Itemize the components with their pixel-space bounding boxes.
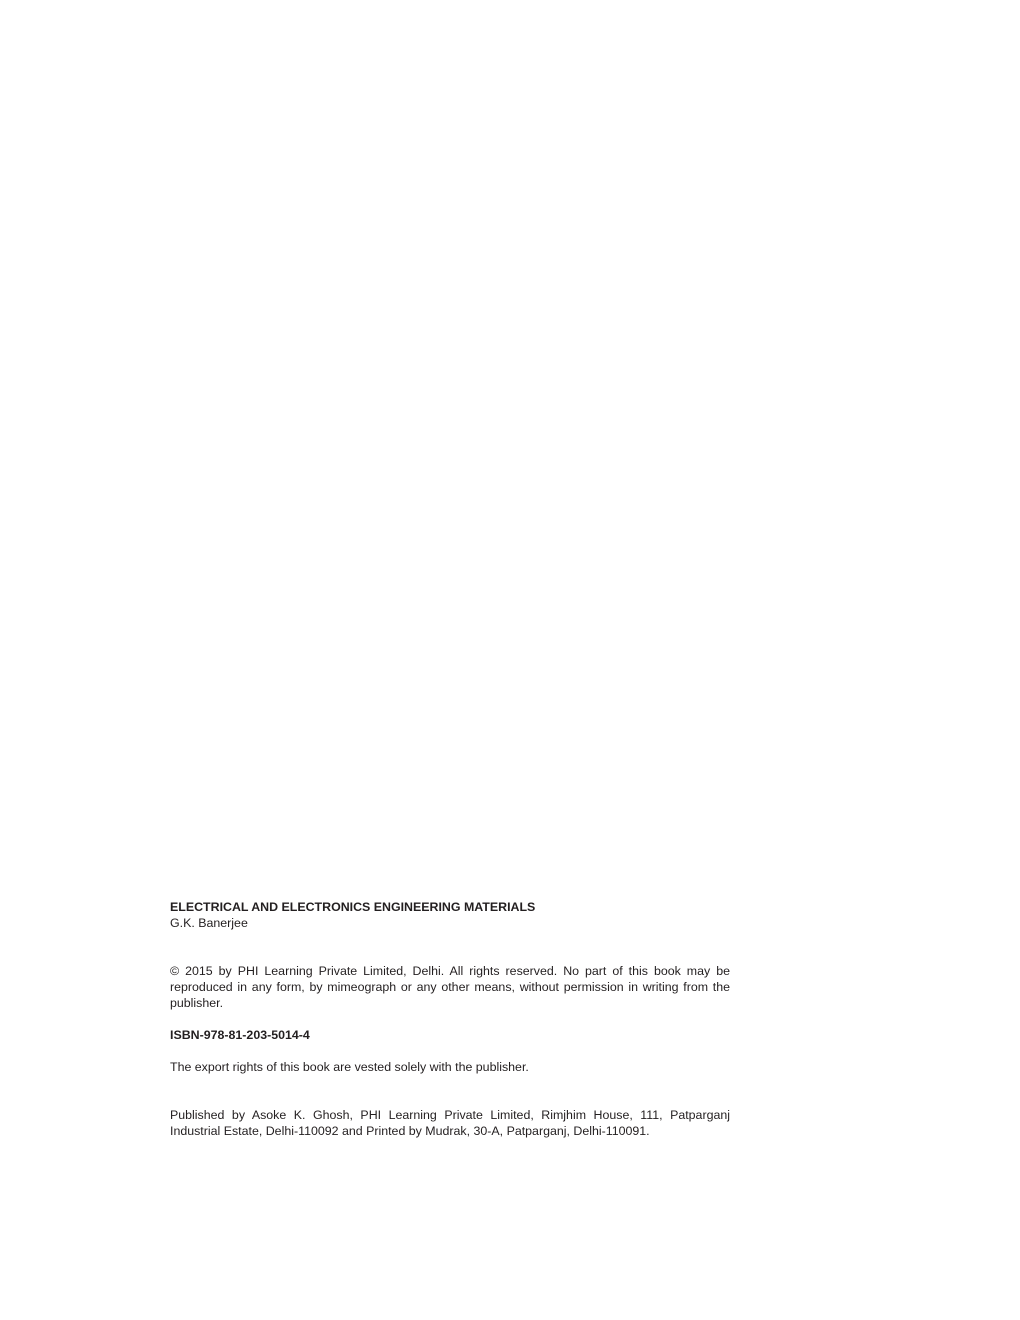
copyright-imprint (170, 899, 730, 1139)
export-rights-notice: The export rights of this book are vested solely with the publisher. (170, 1060, 529, 1074)
copyright-notice: © 2015 by PHI Learning Private Limited, Delhi. All rights reserved. No part of this book may be reproduced in any form, by mimeograph or any other means, without permission in writing from the publisher. (170, 964, 730, 1010)
isbn: ISBN-978-81-203-5014-4 (170, 1028, 310, 1042)
author-name: G.K. Banerjee (170, 916, 248, 930)
book-title: ELECTRICAL AND ELECTRONICS ENGINEERING MATERIALS (170, 900, 536, 914)
publisher-info: Published by Asoke K. Ghosh, PHI Learning Private Limited, Rimjhim House, 111, Patparganj Industrial Estate, Delhi-110092 and Printed by Mudrak, 30-A, Patparganj, Delhi-110091. (170, 1108, 730, 1138)
